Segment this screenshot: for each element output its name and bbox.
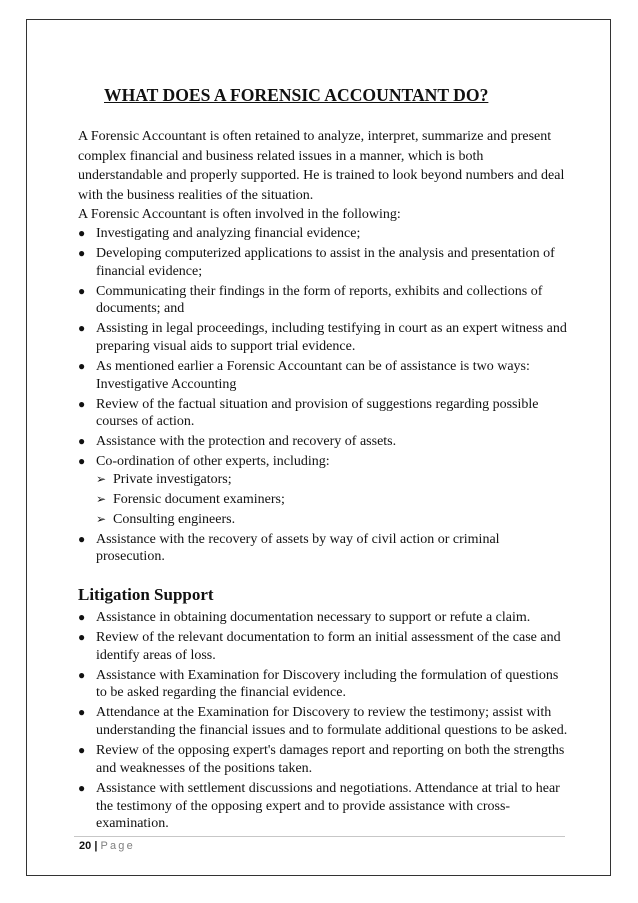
page-footer bbox=[79, 839, 135, 853]
sublist-item: ➢ Consulting engineers. bbox=[96, 511, 236, 527]
list-item: ● Assisting in legal proceedings, including testifying in court as an expert witness and preparing visual aids to support trial evidence. bbox=[78, 321, 567, 355]
bullet-icon: ● bbox=[78, 321, 86, 336]
bullet-icon: ● bbox=[78, 705, 86, 720]
bullet-icon: ● bbox=[78, 225, 86, 240]
list-item: ● Assistance with settlement discussions and negotiations. Attendance at trial to hear the testimony of the opposing expert and to provide assistance with cross-examination. bbox=[78, 780, 560, 832]
sublist-item: ➢ Forensic document examiners; bbox=[96, 491, 285, 507]
page-label: Page bbox=[100, 840, 135, 852]
bullet-icon: ● bbox=[78, 667, 86, 682]
arrow-bullet-icon: ➢ bbox=[96, 511, 107, 526]
list-item: ● Investigating and analyzing financial evidence; bbox=[78, 225, 361, 241]
bullet-icon: ● bbox=[78, 780, 86, 795]
arrow-bullet-icon: ➢ bbox=[96, 491, 107, 506]
bullet-icon: ● bbox=[78, 245, 86, 260]
list-item: ● Assistance with the recovery of assets by way of civil action or criminal prosecution. bbox=[78, 531, 500, 565]
bullet-icon: ● bbox=[78, 434, 86, 449]
list-item: ● Attendance at the Examination for Discovery to review the testimony; assist with understanding the financial issues and to formulate additional questions to be asked. bbox=[78, 705, 568, 739]
list-item: ● Assistance with the protection and recovery of assets. bbox=[78, 434, 397, 450]
experts-sublist bbox=[96, 471, 568, 528]
intro-paragraph: A Forensic Accountant is often retained to analyze, interpret, summarize and present complex financial and business related issues in a manner, which is both understandable and properly supported. He is trained to look beyond numbers and deal with the business realities of the situation. bbox=[78, 129, 565, 203]
list-item: ● Review of the relevant documentation to form an initial assessment of the case and identify areas of loss. bbox=[78, 630, 561, 663]
list-item: ● Review of the factual situation and provision of suggestions regarding possible courses of action. bbox=[78, 396, 539, 430]
intro-line: A Forensic Accountant is often involved in the following: bbox=[78, 207, 401, 223]
bullet-icon: ● bbox=[78, 743, 86, 758]
involvement-list bbox=[78, 225, 568, 566]
list-item: ● Assistance in obtaining documentation necessary to support or refute a claim. bbox=[78, 610, 531, 625]
footer-separator: | bbox=[94, 840, 98, 852]
list-item: ● Communicating their findings in the form of reports, exhibits and collections of documents; and bbox=[78, 283, 543, 317]
litigation-support-list bbox=[78, 609, 568, 833]
document-body bbox=[78, 84, 568, 835]
footer-divider bbox=[74, 836, 565, 837]
list-item: ● Review of the opposing expert's damages report and reporting on both the strengths and weaknesses of the positions taken. bbox=[78, 743, 565, 776]
sublist-item: ➢ Private investigators; bbox=[96, 472, 232, 488]
section-heading-litigation-support: Litigation Support bbox=[78, 585, 214, 604]
bullet-icon: ● bbox=[78, 359, 86, 374]
list-item: ● Co-ordination of other experts, including: ➢ Private investigators; ➢ Forensic document examiners; ➢ Consulting engineers. bbox=[78, 453, 568, 528]
arrow-bullet-icon: ➢ bbox=[96, 472, 107, 487]
bullet-icon: ● bbox=[78, 630, 86, 644]
bullet-icon: ● bbox=[78, 396, 86, 411]
list-item: ● Developing computerized applications to assist in the analysis and presentation of financial evidence; bbox=[78, 245, 555, 279]
list-item: ● Assistance with Examination for Discovery including the formulation of questions to be asked regarding the financial evidence. bbox=[78, 667, 559, 701]
bullet-icon: ● bbox=[78, 610, 86, 624]
page-number: 20 bbox=[79, 840, 92, 852]
bullet-icon: ● bbox=[78, 531, 86, 546]
page-title: WHAT DOES A FORENSIC ACCOUNTANT DO? bbox=[104, 85, 489, 105]
bullet-icon: ● bbox=[78, 454, 86, 469]
bullet-icon: ● bbox=[78, 283, 86, 298]
list-item: ● As mentioned earlier a Forensic Accountant can be of assistance is two ways: Investigative Accounting bbox=[78, 359, 530, 392]
